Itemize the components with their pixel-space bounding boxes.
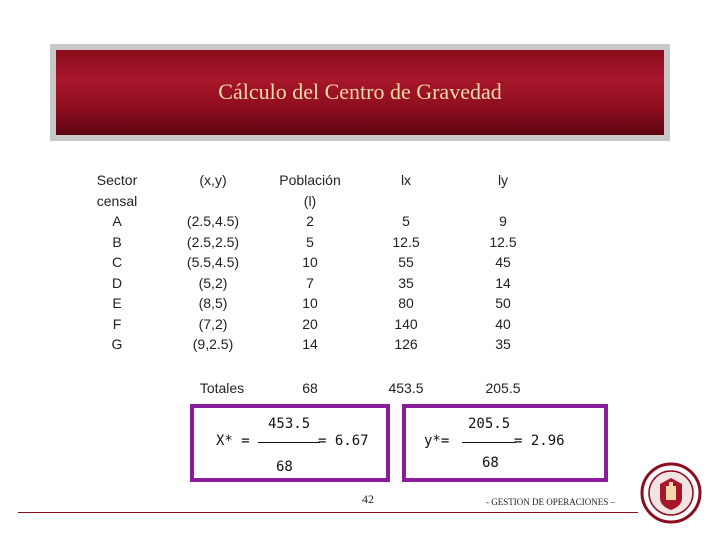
table-cell: D	[111, 274, 123, 291]
formula-x-fraction-line	[258, 442, 320, 443]
table-cell: 10	[302, 295, 318, 311]
table-header-cell: Sector	[96, 172, 138, 188]
totals-label: Totales	[199, 380, 245, 396]
formula-y-lhs: y*=	[424, 433, 450, 449]
table-cell: E	[112, 295, 122, 311]
table-cell: A	[112, 213, 122, 229]
table-cell: (2.5,2.5)	[186, 233, 240, 250]
table-cell: 9	[499, 213, 507, 229]
footer-text: - GESTION DE OPERACIONES –	[486, 497, 615, 507]
table-cell: C	[111, 254, 123, 270]
totals-lx: 453.5	[388, 380, 424, 396]
totals-l: 68	[302, 380, 318, 396]
table-cell: 35	[398, 274, 414, 291]
table-cell: 140	[394, 315, 418, 332]
table-header-cell: censal	[96, 192, 138, 209]
table-cell: G	[111, 336, 123, 352]
table-cell: 14	[302, 336, 318, 352]
table-header-cell: (l)	[303, 192, 317, 209]
table-cell: 5	[402, 213, 410, 229]
table-cell: 55	[398, 254, 414, 270]
table-cell: (5,2)	[198, 274, 228, 291]
page-number: 42	[362, 492, 374, 506]
table-cell: 40	[495, 315, 511, 332]
table-cell: (9,2.5)	[192, 336, 234, 352]
table-cell: (7,2)	[198, 315, 228, 332]
table-cell: (8,5)	[198, 295, 228, 311]
table-cell: 50	[495, 295, 511, 311]
table-header-cell: Población	[279, 172, 341, 188]
formula-y-fraction-line	[462, 442, 516, 443]
footer-divider	[18, 512, 638, 513]
table-cell: 35	[495, 336, 511, 352]
formula-x-result: = 6.67	[318, 433, 369, 449]
totals-ly: 205.5	[485, 380, 521, 396]
formula-y-denominator: 68	[482, 455, 499, 471]
formula-y-result: = 2.96	[514, 433, 565, 449]
table-cell: 126	[394, 336, 418, 352]
table-cell: 10	[302, 254, 318, 270]
formula-x-numerator: 453.5	[268, 416, 311, 432]
title-bar	[56, 50, 664, 135]
table-cell: 14	[495, 274, 511, 291]
table-header-cell: (x,y)	[199, 172, 227, 188]
table-cell: 7	[306, 274, 314, 291]
table-cell: 80	[398, 295, 414, 311]
table-cell: 12.5	[489, 233, 517, 250]
table-cell: (2.5,4.5)	[186, 213, 240, 229]
table-cell: (5.5,4.5)	[186, 254, 240, 270]
table-cell: F	[112, 315, 122, 332]
formula-x-lhs: X* =	[216, 433, 250, 449]
table-cell: 20	[302, 315, 318, 332]
table-cell: 45	[495, 254, 511, 270]
formula-x-denominator: 68	[276, 459, 293, 475]
table-header-cell: ly	[497, 172, 509, 188]
slide-title: Cálculo del Centro de Gravedad	[218, 78, 502, 104]
university-seal-icon	[640, 462, 702, 524]
table-cell: 12.5	[392, 233, 420, 250]
table-header-cell: lx	[400, 172, 412, 188]
table-cell: 5	[306, 233, 314, 250]
table-cell: B	[112, 233, 122, 250]
table-cell: 2	[306, 213, 314, 229]
formula-y-numerator: 205.5	[468, 416, 511, 432]
